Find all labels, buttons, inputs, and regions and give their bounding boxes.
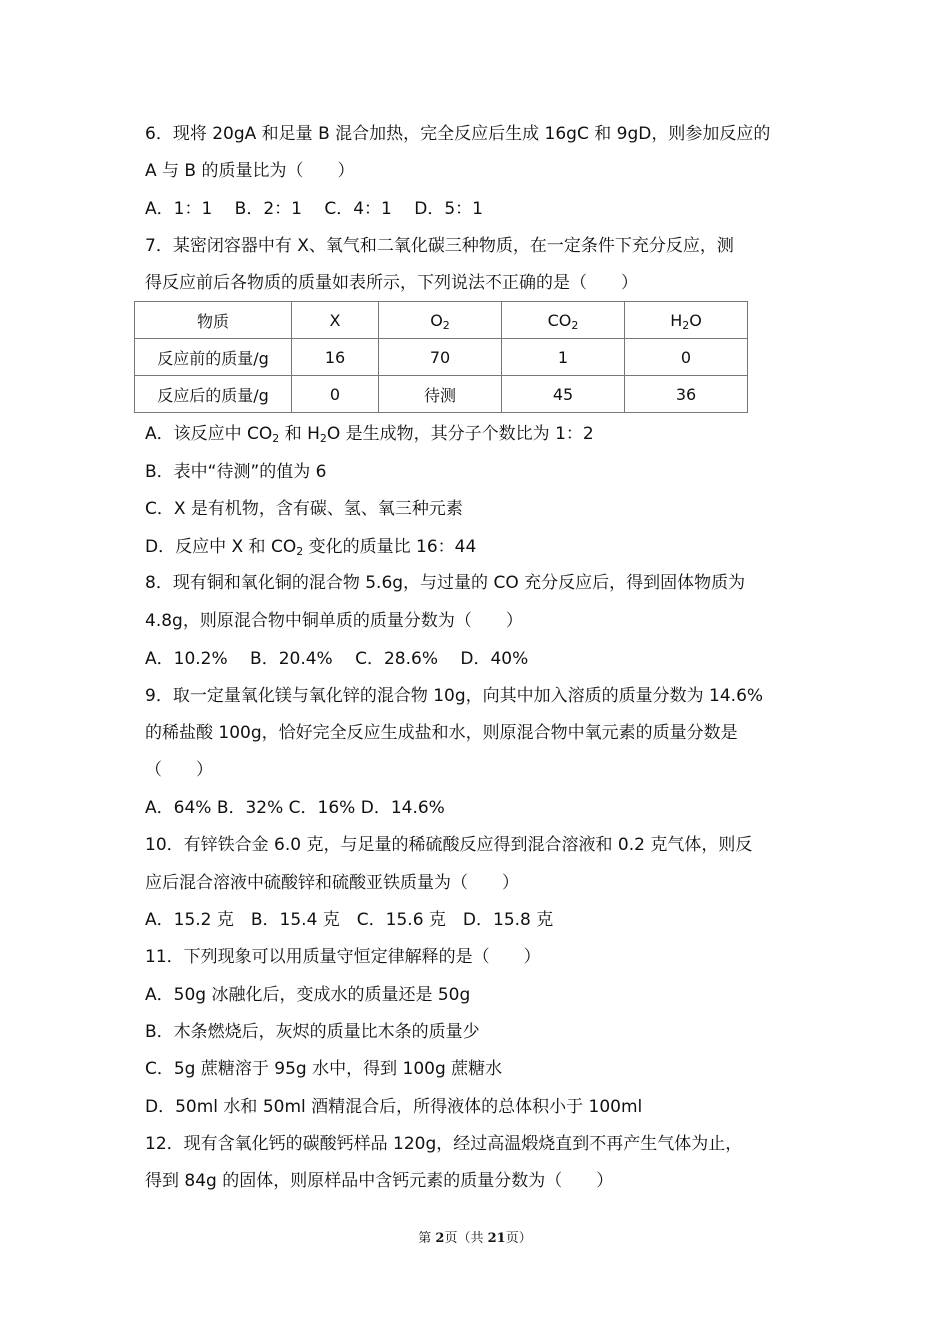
table-row <box>135 339 748 376</box>
table-cell: 16 <box>292 339 379 376</box>
table-header-cell: $H_2O$ <box>625 302 748 339</box>
q12-stem-line2: 得到 84g 的固体，则原样品中含钙元素的质量分数为（ ） <box>145 1171 614 1191</box>
table-cell: 45 <box>502 376 625 413</box>
q6-options: A．1：1 B．2：1 C．4：1 D．5：1 <box>145 199 483 219</box>
table-header-cell: 物质 <box>135 302 292 339</box>
q12-stem-line1: 12．现有含氧化钙的碳酸钙样品 120g，经过高温煅烧直到不再产生气体为止， <box>145 1134 743 1154</box>
q10-stem-line1: 10．有锌铁合金 6.0 克，与足量的稀硫酸反应得到混合溶液和 0.2 克气体，则反 <box>145 835 753 855</box>
table-cell: 反应后的质量/g <box>135 376 292 413</box>
table-header-cell: $CO_2$ <box>502 302 625 339</box>
table-cell: 70 <box>379 339 502 376</box>
table-header-row <box>135 302 748 339</box>
table-cell: 36 <box>625 376 748 413</box>
table-cell: 0 <box>625 339 748 376</box>
q11-option-d: D．50ml 水和 50ml 酒精混合后，所得液体的总体积小于 100ml <box>145 1097 643 1117</box>
q7-option-b: B．表中“待测”的值为 6 <box>145 462 327 482</box>
table-row <box>135 376 748 413</box>
q9-stem-line2: 的稀盐酸 100g，恰好完全反应生成盐和水，则原混合物中氧元素的质量分数是 <box>145 723 738 743</box>
q10-options: A．15.2 克 B．15.4 克 C．15.6 克 D．15.8 克 <box>145 910 554 930</box>
q11-stem: 11．下列现象可以用质量守恒定律解释的是（ ） <box>145 947 541 967</box>
q9-stem-line3: （ ） <box>145 760 213 780</box>
q8-stem-line2: 4.8g，则原混合物中铜单质的质量分数为（ ） <box>145 611 523 631</box>
q9-options: A．64% B．32% C．16% D．14.6% <box>145 798 445 818</box>
table-cell: 反应前的质量/g <box>135 339 292 376</box>
q7-option-a: A．该反应中 $CO_2$ 和 $H_2O$ 是生成物，其分子个数比为 1：2 <box>145 424 594 445</box>
q7-option-d: D．反应中 X 和 $CO_2$ 变化的质量比 16：44 <box>145 537 477 558</box>
table-header-cell: $O_2$ <box>379 302 502 339</box>
table-cell: 1 <box>502 339 625 376</box>
table-cell: 0 <box>292 376 379 413</box>
q10-stem-line2: 应后混合溶液中硫酸锌和硫酸亚铁质量为（ ） <box>145 873 519 893</box>
q9-stem-line1: 9．取一定量氧化镁与氧化锌的混合物 10g，向其中加入溶质的质量分数为 14.6% <box>145 686 764 706</box>
q11-option-a: A．50g 冰融化后，变成水的质量还是 50g <box>145 985 471 1005</box>
q8-stem-line1: 8．现有铜和氧化铜的混合物 5.6g，与过量的 CO 充分反应后，得到固体物质为 <box>145 573 746 593</box>
q7-mass-table <box>134 301 748 413</box>
q7-option-c: C．X 是有机物，含有碳、氢、氧三种元素 <box>145 499 463 519</box>
q11-option-b: B．木条燃烧后，灰烬的质量比木条的质量少 <box>145 1022 480 1042</box>
page-footer: 第 2页（共 21页） <box>418 1231 532 1246</box>
table-cell: 待测 <box>379 376 502 413</box>
q11-option-c: C．5g 蔗糖溶于 95g 水中，得到 100g 蔗糖水 <box>145 1059 503 1079</box>
q6-stem-line2: A 与 B 的质量比为（ ） <box>145 161 355 181</box>
table-header-cell: X <box>292 302 379 339</box>
page-total: 21 <box>487 1231 506 1246</box>
page-number: 2 <box>435 1231 445 1246</box>
q6-stem-line1: 6．现将 20gA 和足量 B 混合加热，完全反应后生成 16gC 和 9gD，则参加反应的 <box>145 124 771 144</box>
q7-stem-line1: 7．某密闭容器中有 X、氧气和二氧化碳三种物质，在一定条件下充分反应，测 <box>145 236 734 256</box>
q8-options: A．10.2% B．20.4% C．28.6% D．40% <box>145 649 529 669</box>
q7-stem-line2: 得反应前后各物质的质量如表所示，下列说法不正确的是（ ） <box>145 273 638 293</box>
